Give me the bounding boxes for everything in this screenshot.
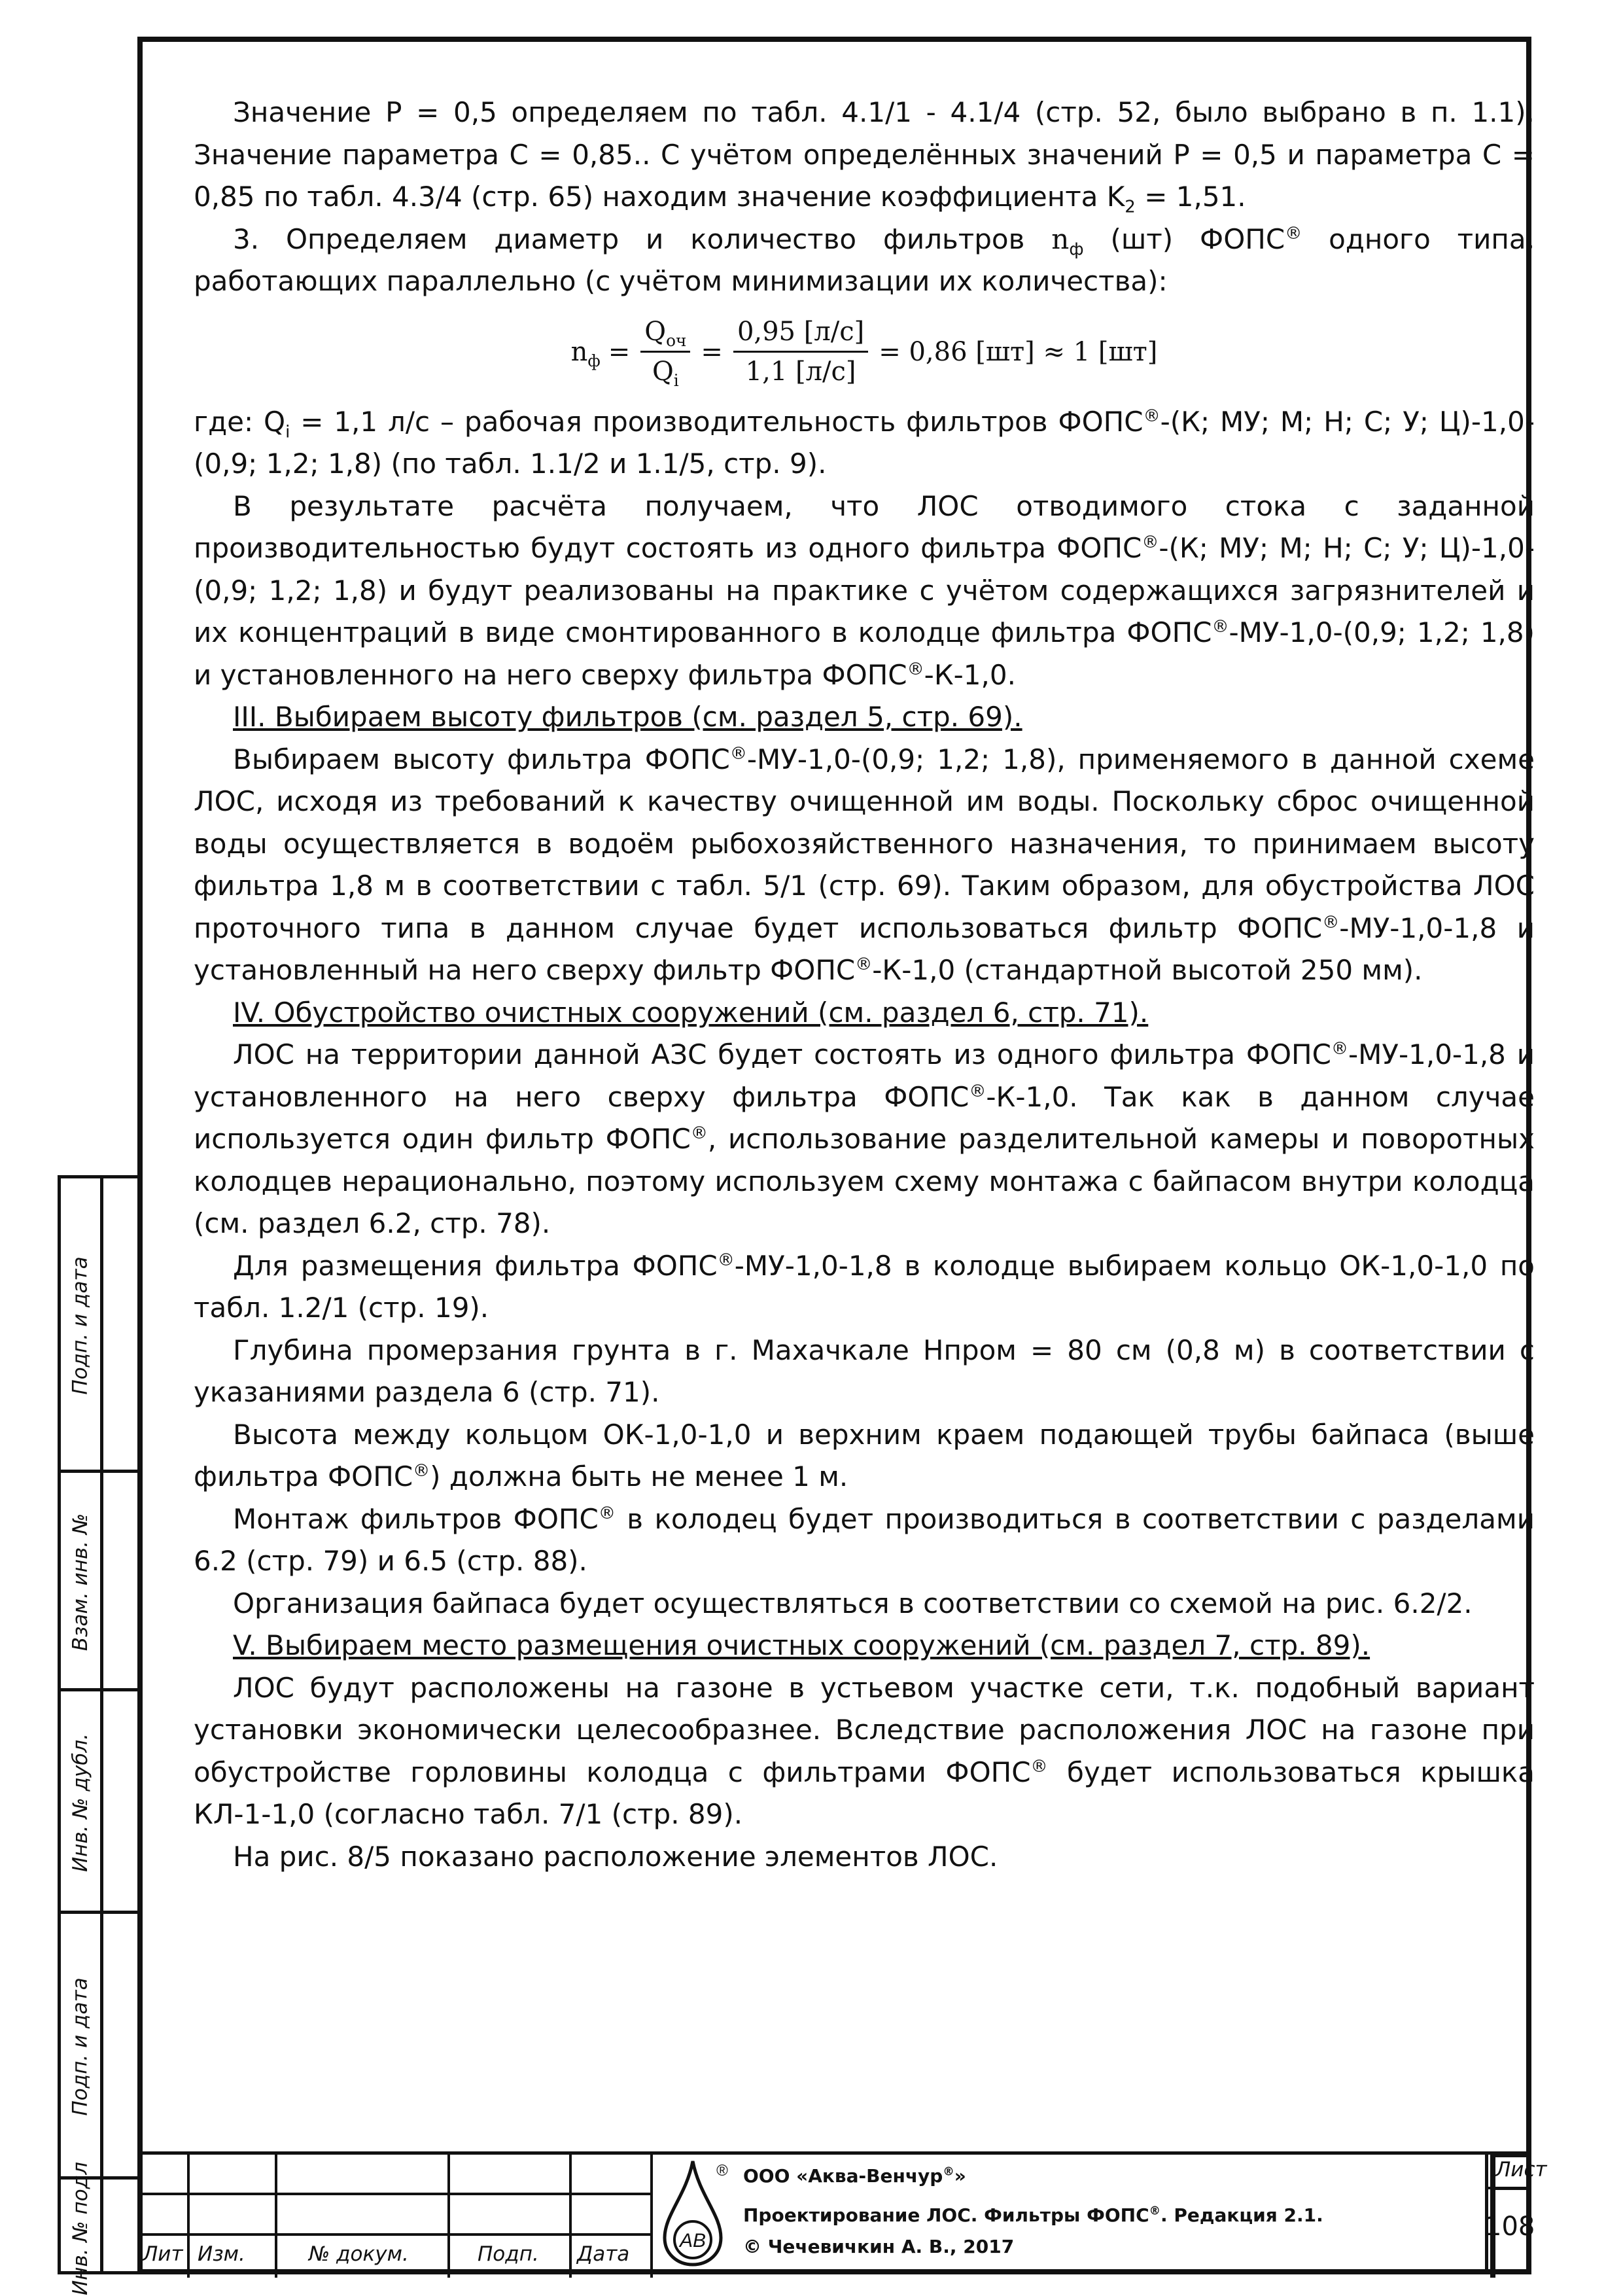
company-name: ООО «Аква-Венчур®» — [743, 2165, 966, 2187]
svg-text:АВ: АВ — [679, 2230, 707, 2252]
paragraph: Монтаж фильтров ФОПС® в колодец будет производиться в соответствии с разделами 6.2 (стр. 79) и 6.5 (стр. 88). — [194, 1502, 1535, 1577]
col-lit: Лит — [143, 2242, 183, 2266]
copyright: © Чечевичкин А. В., 2017 — [743, 2236, 1015, 2257]
paragraph: ЛОС будут расположены на газоне в устьевом участке сети, т.к. подобный вариант установки экономически целесообразнее. Вследствие расположения ЛОС на газоне при обустройстве горловины колодца с фильтрами ФОПС® будет использоваться крышка КЛ-1-1,0 (согласно табл. 7/1 (стр. 89). — [194, 1671, 1535, 1830]
side-label-replaced-inv: Взам. инв. № — [69, 1513, 93, 1651]
paragraph: 3. Определяем диаметр и количество фильтров $n_ф$ (шт) ФОПС® одного типа, работающих параллельно (с учётом минимизации их количества): — [194, 222, 1535, 297]
fraction: $\frac{Q_{оч}}{Q_i}$ — [640, 317, 690, 387]
sheet-number: 108 — [1485, 2212, 1535, 2242]
title-block — [137, 2151, 1535, 2274]
document-title: Проектирование ЛОС. Фильтры ФОПС®. Редакция 2.1. — [743, 2204, 1323, 2226]
col-doc-number: № докум. — [309, 2242, 409, 2266]
side-label-orig-inv: Инв. № подл — [69, 2161, 93, 2296]
paragraph: где: $Q_i = 1,1$ л/с – рабочая производительность фильтров ФОПС®-(К; МУ; М; Н; С; У; Ц)-1,0-(0,9; 1,2; 1,8) (по табл. 1.1/2 и 1.1/5, стр. 9). — [194, 405, 1535, 480]
document-body — [194, 92, 1535, 1878]
side-stamp — [58, 1175, 140, 2296]
section-heading: V. Выбираем место размещения очистных сооружений (см. раздел 7, стр. 89). — [233, 1629, 1370, 1661]
svg-text:®: ® — [716, 2162, 728, 2180]
side-label-sign-date-2: Подп. и дата — [69, 1977, 92, 2116]
paragraph: Значение Р = 0,5 определяем по табл. 4.1/1 - 4.1/4 (стр. 52, было выбрано в п. 1.1). Значение параметра С = 0,85.. С учётом определённых значений Р = 0,5 и параметра С = 0,85 по табл. 4.3/4 (стр. 65) находим значение коэффициента $K_2 = 1,51$. — [194, 96, 1535, 217]
col-signature: Подп. — [478, 2242, 539, 2266]
company-logo — [657, 2156, 729, 2267]
formula: $n_ф$ = $\frac{Q_{оч}}{Q_i}$ = $\frac{0,95 [л/с]}{1,1 [л/с]}$ = 0,86 [шт] ≈ 1 [шт] — [570, 317, 1158, 390]
section-heading: IV. Обустройство очистных сооружений (см. раздел 6, стр. 71). — [233, 996, 1149, 1029]
paragraph: Для размещения фильтра ФОПС®-МУ-1,0-1,8 в колодце выбираем кольцо ОК-1,0-1,0 по табл. 1.2/1 (стр. 19). — [194, 1249, 1535, 1324]
fraction: $\frac{0,95 [л/с]}{1,1 [л/с]}$ — [733, 317, 868, 387]
paragraph: ЛОС на территории данной АЗС будет состоять из одного фильтра ФОПС®-МУ-1,0-1,8 и установленного на него сверху фильтра ФОПС®-К-1,0. Так как в данном случае используется один фильтр ФОПС®, использование разделительной камеры и поворотных колодцев нерационально, поэтому используем схему монтажа с байпасом внутри колодца (см. раздел 6.2, стр. 78). — [194, 1038, 1535, 1239]
col-date: Дата — [577, 2242, 630, 2266]
paragraph: На рис. 8/5 показано расположение элементов ЛОС. — [233, 1840, 998, 1873]
paragraph: Организация байпаса будет осуществляться в соответствии со схемой на рис. 6.2/2. — [233, 1587, 1473, 1619]
section-heading: III. Выбираем высоту фильтров (см. раздел 5, стр. 69). — [233, 701, 1022, 733]
paragraph: Высота между кольцом ОК-1,0-1,0 и верхним краем подающей трубы байпаса (выше фильтра ФОПС®) должна быть не менее 1 м. — [194, 1418, 1535, 1492]
paragraph: Выбираем высоту фильтра ФОПС®-МУ-1,0-(0,9; 1,2; 1,8), применяемого в данной схеме ЛОС, исходя из требований к качеству очищенной им воды. Поскольку сброс очищенной воды осуществляется в водоём рыбохозяйственного назначения, то принимаем высоту фильтра 1,8 м в соответствии с табл. 5/1 (стр. 69). Таким образом, для обустройства ЛОС проточного типа в данном случае будет использоваться фильтр ФОПС®-МУ-1,0-1,8 и установленный на него сверху фильтр ФОПС®-К-1,0 (стандартной высотой 250 мм). — [194, 743, 1535, 986]
side-label-sign-date: Подп. и дата — [69, 1256, 92, 1395]
paragraph: Глубина промерзания грунта в г. Махачкале Нпром = 80 см (0,8 м) в соответствии с указаниями раздела 6 (стр. 71). — [194, 1333, 1535, 1408]
col-change: Изм. — [198, 2242, 245, 2266]
paragraph: В результате расчёта получаем, что ЛОС отводимого стока с заданной производительностью будут состоять из одного фильтра ФОПС®-(К; МУ; М; Н; С; У; Ц)-1,0-(0,9; 1,2; 1,8) и будут реализованы на практике с учётом содержащихся загрязнителей и их концентраций в виде смонтированного в колодце фильтра ФОПС®-МУ-1,0-(0,9; 1,2; 1,8) и установленного на него сверху фильтра ФОПС®-К-1,0. — [194, 489, 1535, 691]
side-label-dup-inv: Инв. № дубл. — [69, 1733, 93, 1873]
sheet-label: Лист — [1495, 2158, 1547, 2181]
